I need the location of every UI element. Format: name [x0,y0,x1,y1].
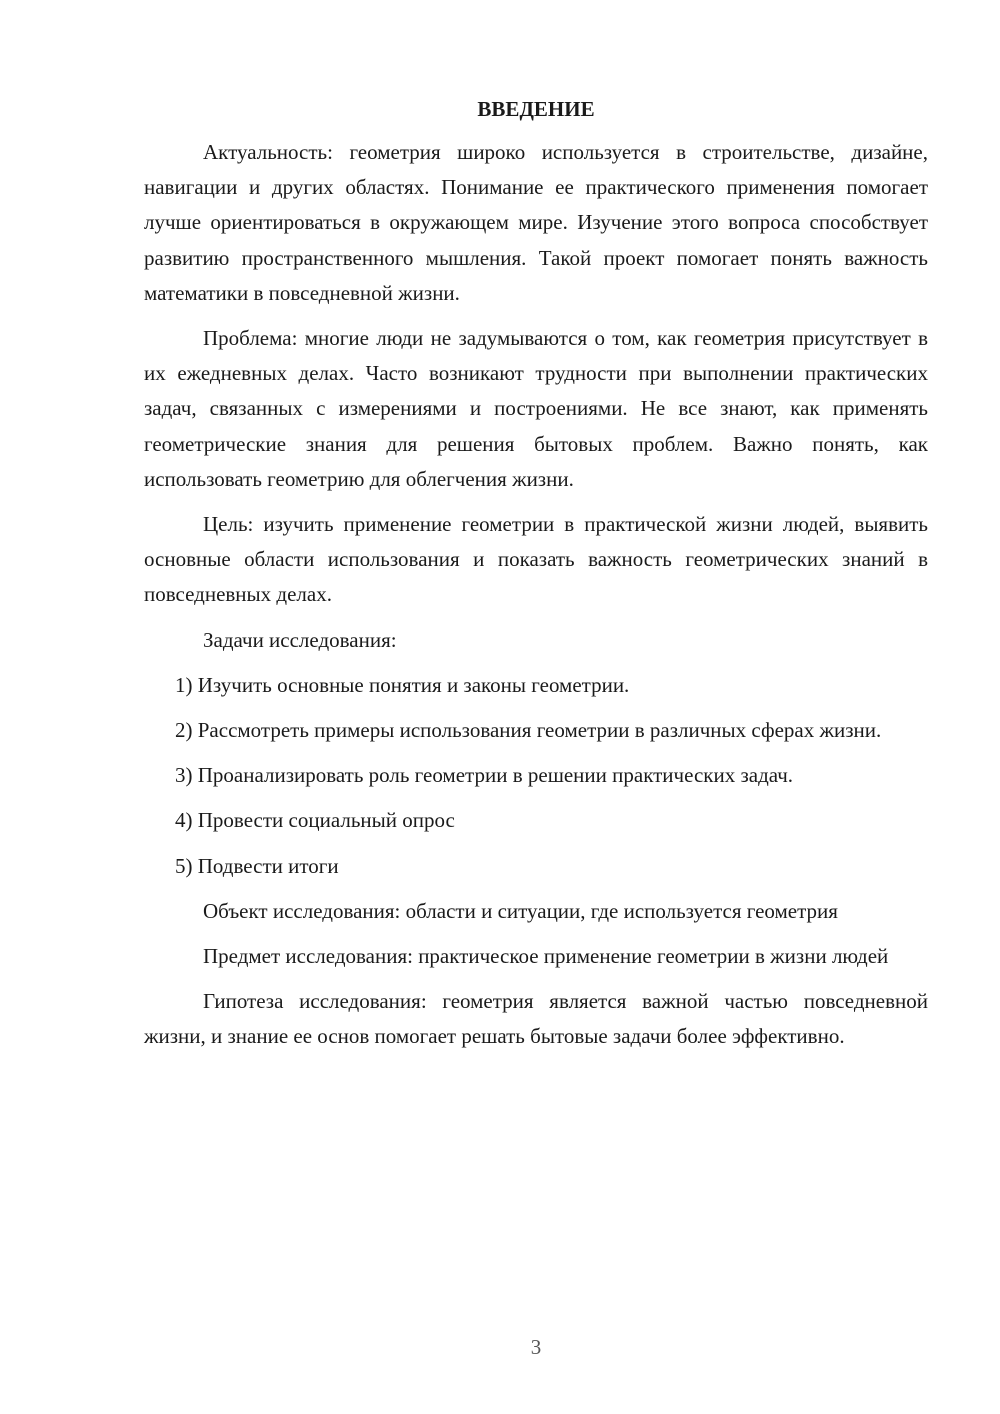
page-number: 3 [530,1335,542,1359]
document-page [144,92,928,1065]
section-heading: ВВЕДЕНИЕ [477,97,595,121]
problem-paragraph: Проблема: многие люди не задумываются о том, как геометрия присутствует в их ежедневных делах. Часто возникают трудности при выполнении практических задач, связанных с измерениями и построениями. Не все знают, как применять геометрические знания для решения бытовых проблем. Важно понять, как использовать геометрию для облегчения жизни. [144,326,928,491]
goal-paragraph: Цель: изучить применение геометрии в практической жизни людей, выявить основные области использования и показать важность геометрических знаний в повседневных делах. [144,512,928,607]
tasks-heading: Задачи исследования: [203,627,397,652]
relevance-paragraph: Актуальность: геометрия широко используется в строительстве, дизайне, навигации и других областях. Понимание ее практического применения помогает лучше ориентироваться в окружающем мире. Изучение этого вопроса способствует развитию пространственного мышления. Такой проект помогает понять важность математики в повседневной жизни. [144,140,928,305]
task-item: 3) Проанализировать роль геометрии в решении практических задач. [175,763,794,788]
task-item: 2) Рассмотреть примеры использования геометрии в различных сферах жизни. [175,718,882,743]
subject-paragraph: Предмет исследования: практическое применение геометрии в жизни людей [203,944,889,969]
task-item: 5) Подвести итоги [175,853,339,878]
task-item: 4) Провести социальный опрос [175,808,455,833]
hypothesis-paragraph: Гипотеза исследования: геометрия является важной частью повседневной жизни, и знание ее основ помогает решать бытовые задачи более эффективно. [144,989,928,1049]
task-item: 1) Изучить основные понятия и законы геометрии. [175,672,630,697]
object-paragraph: Объект исследования: области и ситуации, где используется геометрия [203,898,838,923]
